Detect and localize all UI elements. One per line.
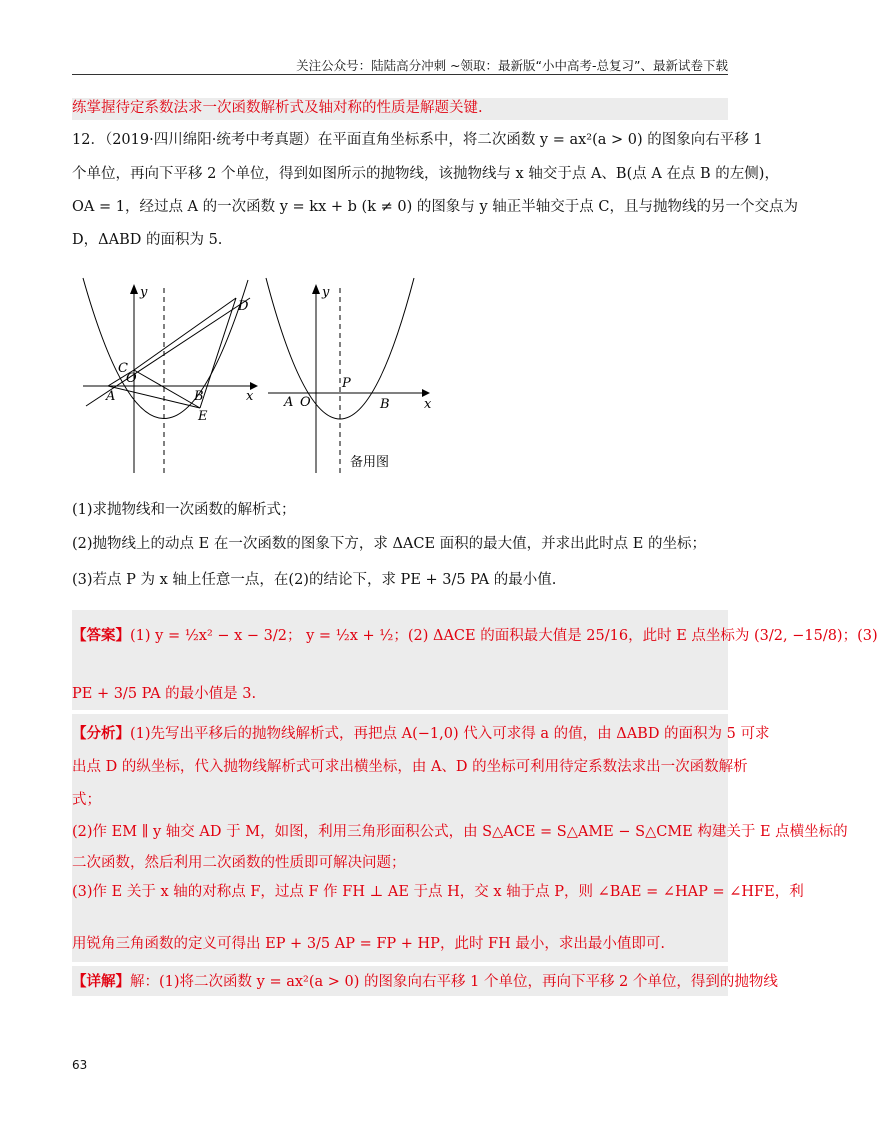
analysis-line-5: 二次函数，然后利用二次函数的性质即可解决问题； [72,855,406,871]
right-y-arrow [312,284,320,294]
right-O-label: O [300,395,311,410]
right-B-label: B [380,397,390,412]
problem-line-4: D，ΔABD 的面积为 5. [72,232,223,248]
segment-CD [134,298,236,370]
spare-figure-caption: 备用图 [350,455,390,470]
question-2: (2)抛物线上的动点 E 在一次函数的图象下方，求 ΔACE 面积的最大值，并求出此时点 E 的坐标； [72,536,706,552]
segment-ED [200,298,236,408]
detail-text-1: 解：(1)将二次函数 y = ax²(a > 0) 的图象向右平移 1 个单位，再向下平移 2 个单位，得到的抛物线 [130,974,778,990]
detail-tag: 【详解】 [72,973,130,990]
left-x-label: x [246,389,254,404]
problem-line-2: 个单位，再向下平移 2 个单位，得到如图所示的抛物线，该抛物线与 x 轴交于点 A、B(点 A 在点 B 的左侧)， [72,166,779,182]
problem-line-1: 12．（2019·四川绵阳·统考中考真题）在平面直角坐标系中，将二次函数 y = ax²(a > 0) 的图象向右平移 1 [72,132,763,148]
analysis-line-6: (3)作 E 关于 x 轴的对称点 F，过点 F 作 FH ⊥ AE 于点 H，交 x 轴于点 P，则 ∠BAE = ∠HAP = ∠HFE，利 [72,884,804,900]
left-E-label: E [198,409,208,424]
answer-text-1: (1) y = ½x² − x − 3/2； y = ½x + ½；(2) ΔACE 的面积最大值是 25/16，此时 E 点坐标为 (3/2, −15/8)；(3) [130,628,878,644]
left-D-label: D [238,299,249,314]
page-number: 63 [72,1058,88,1072]
answer-line-1 [72,626,878,646]
problem-line-3: OA = 1，经过点 A 的一次函数 y = kx + b (k ≠ 0) 的图象与 y 轴正半轴交于点 C，且与抛物线的另一个交点为 [72,199,798,215]
analysis-line-7: 用锐角三角函数的定义可得出 EP + 3/5 AP = FP + HP，此时 FH 最小，求出最小值即可. [72,936,665,952]
intro-line: 练掌握待定系数法求一次函数解析式及轴对称的性质是解题关键. [72,98,728,120]
right-x-arrow [422,389,430,397]
analysis-line-2: 出点 D 的纵坐标，代入抛物线解析式可求出横坐标，由 A、D 的坐标可利用待定系数法求出一次函数解析 [72,759,748,775]
left-graph [83,278,258,473]
left-O-label: O [126,371,137,386]
question-3: (3)若点 P 为 x 轴上任意一点，在(2)的结论下，求 PE + 3/5 PA 的最小值. [72,572,557,588]
analysis-tag: 【分析】 [72,725,130,742]
analysis-line-1 [72,724,770,744]
analysis-line-3: 式； [72,792,101,808]
header-divider [72,74,728,75]
detail-line-1 [72,972,778,992]
page-header: 关注公众号：陆陆高分冲刺 ~领取：最新版“小中高考-总复习”、最新试卷下载 [296,58,728,73]
problem-figure [78,268,438,478]
answer-tag: 【答案】 [72,627,130,644]
left-C-label: C [118,361,128,376]
left-A-label: A [106,389,116,404]
segment-CE [134,370,200,408]
answer-line-2: PE + 3/5 PA 的最小值是 3. [72,686,257,702]
right-graph [266,278,432,473]
analysis-text-1: (1)先写出平移后的抛物线解析式，再把点 A(−1,0) 代入可求得 a 的值，由 ΔABD 的面积为 5 可求 [130,726,770,742]
left-y-label: y [140,285,148,300]
right-y-label: y [322,285,330,300]
right-P-label: P [342,376,351,391]
right-A-label: A [284,395,294,410]
left-y-arrow [130,284,138,294]
left-B-label: B [194,389,204,404]
segment-AE [108,386,200,408]
analysis-line-4: (2)作 EM ∥ y 轴交 AD 于 M，如图，利用三角形面积公式，由 S△ACE = S△AME − S△CME 构建关于 E 点横坐标的 [72,824,848,840]
right-x-label: x [424,397,432,412]
question-1: (1)求抛物线和一次函数的解析式； [72,502,296,518]
